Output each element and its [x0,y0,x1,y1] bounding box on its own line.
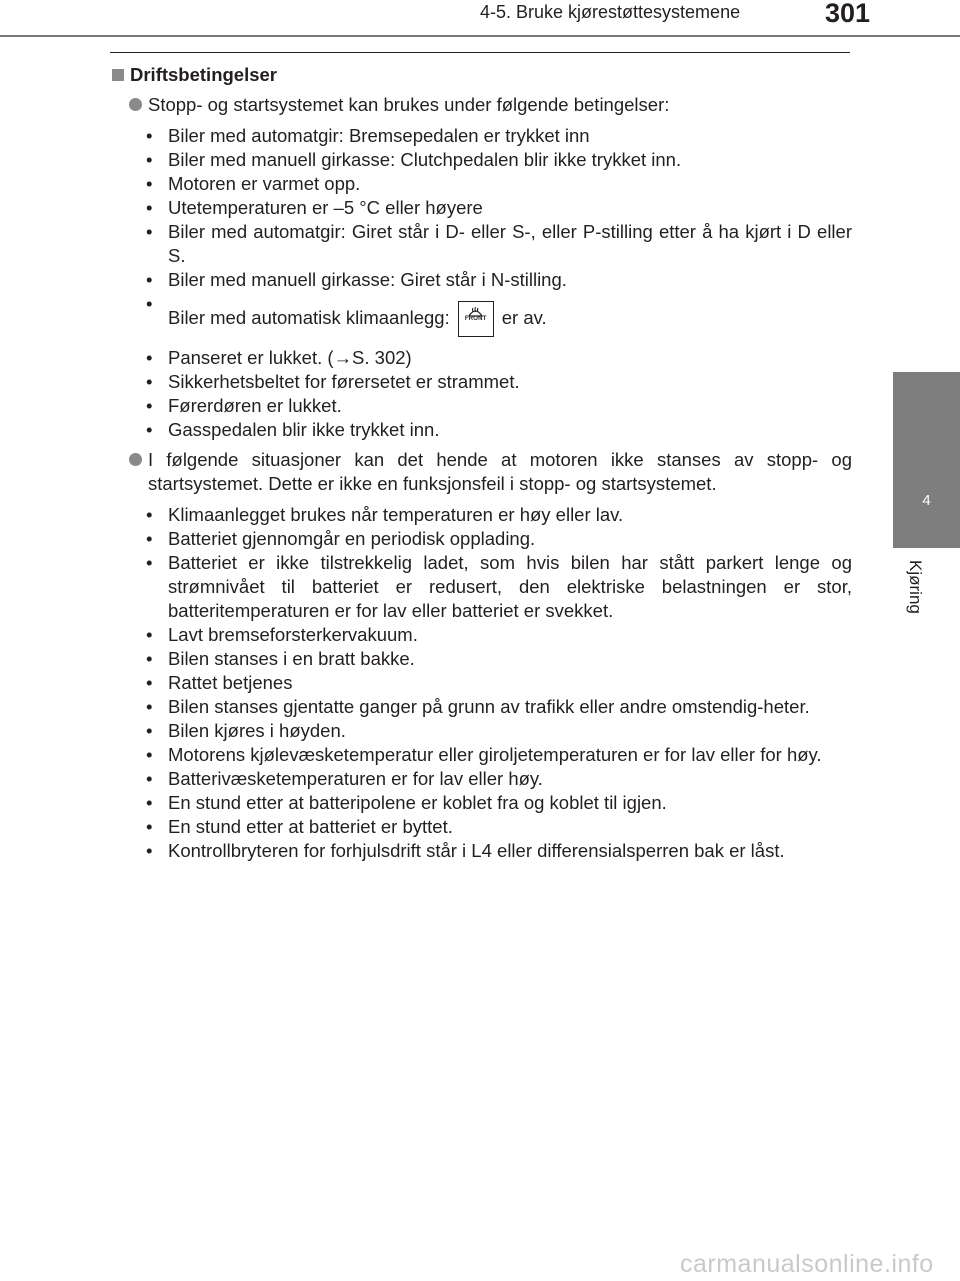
list-item: • Biler med manuell girkasse: Clutchpedalen blir ikke trykket inn. [110,148,852,172]
hood-item-text: Panseret er lukket. ( [168,347,334,368]
front-icon-label: FRONT [464,316,487,322]
list-item: • Biler med automatgir: Giret står i D- eller S-, eller P-stilling etter å ha kjørt i D eller S. [110,220,852,268]
list-item: • Biler med automatgir: Bremsepedalen er trykket inn [110,124,852,148]
conditions-paragraph [110,93,852,117]
list-item: • Førerdøren er lukket. [110,394,852,418]
section-heading [110,63,852,87]
hood-item-reference: S. 302) [352,347,412,368]
chapter-tab [893,372,960,548]
list-item: • Biler med manuell girkasse: Giret står i N-stilling. [110,268,852,292]
list-item: • Kontrollbryteren for forhjulsdrift står i L4 eller differensialsperren bak er låst. [110,839,852,863]
climate-list-item [110,292,852,346]
chapter-number: 4 [922,492,931,509]
situations-list [110,503,852,863]
list-item: • Batterivæsketemperaturen er for lav eller høy. [110,767,852,791]
list-item: • Bilen stanses i en bratt bakke. [110,647,852,671]
front-defroster-icon [458,301,494,337]
list-item: • Motorens kjølevæsketemperatur eller giroljetemperaturen er for lav eller for høy. [110,743,852,767]
list-item: • Gasspedalen blir ikke trykket inn. [110,418,852,442]
list-item: • Klimaanlegget brukes når temperaturen er høy eller lav. [110,503,852,527]
situations-paragraph [110,448,852,496]
header-section-title: 4-5. Bruke kjørestøttesystemene [480,2,741,22]
climate-item-text: Biler med automatisk klimaanlegg: [168,306,450,328]
conditions-list [110,124,852,442]
section-title: Driftsbetingelser [130,64,278,85]
circle-bullet-icon [129,98,142,111]
list-item: • Bilen stanses gjentatte ganger på grunn av trafikk eller andre omstendig-heter. [110,695,852,719]
list-item: • Lavt bremseforsterkervakuum. [110,623,852,647]
hood-list-item [110,346,852,370]
page-number: 301 [825,0,871,28]
list-item: • Sikkerhetsbeltet for førersetet er strammet. [110,370,852,394]
square-bullet-icon [112,69,124,81]
climate-item-suffix: er av. [501,306,547,328]
list-item: • Rattet betjenes [110,671,852,695]
list-item: • Batteriet gjennomgår en periodisk opplading. [110,527,852,551]
circle-bullet-icon [129,453,142,466]
list-item: • Motoren er varmet opp. [110,172,852,196]
header-divider [0,35,960,37]
content-divider [110,52,850,53]
conditions-intro: Stopp- og startsystemet kan brukes under følgende betingelser: [148,94,670,115]
chapter-label: Kjøring [906,560,925,614]
list-item: • En stund etter at batteriet er byttet. [110,815,852,839]
main-content [110,63,852,869]
list-item: • Batteriet er ikke tilstrekkelig ladet, som hvis bilen har stått parkert lenge og strømnivået til batteriet er redusert, den elektriske belastningen er stor, batteritemperaturen er for lav eller batteriet er svekket. [110,551,852,623]
arrow-icon: → [333,347,353,368]
list-item: • En stund etter at batteripolene er koblet fra og koblet til igjen. [110,791,852,815]
list-item: • Bilen kjøres i høyden. [110,719,852,743]
watermark: carmanualsonline.info [680,1250,934,1278]
list-item: • Utetemperaturen er –5 °C eller høyere [110,196,852,220]
situations-intro: I følgende situasjoner kan det hende at motoren ikke stanses av stopp- og startsystemet. Dette er ikke en funksjonsfeil i stopp- og startsystemet. [148,449,852,494]
